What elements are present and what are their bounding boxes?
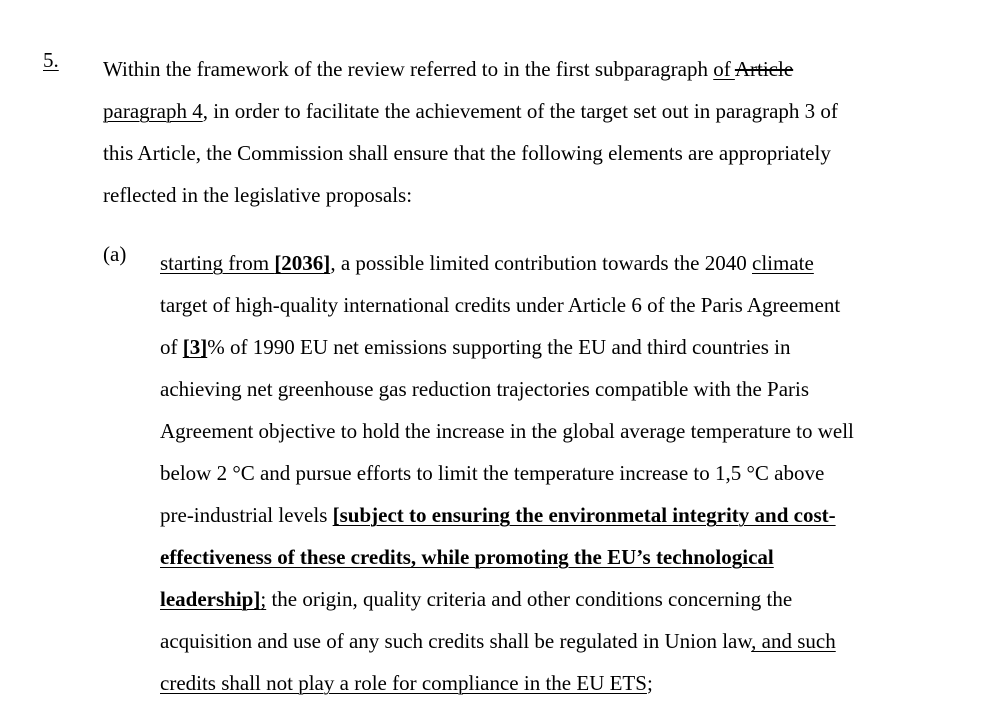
paragraph-line-1: [103, 48, 983, 90]
paragraph-text: , in order to facilitate the achievement of the target set out in paragraph 3 of: [202, 99, 838, 123]
point-line-8: [160, 536, 990, 578]
paragraph-number: 5.: [43, 48, 59, 72]
inserted-text: of: [713, 57, 735, 81]
point-line-7: [160, 494, 990, 536]
point-text: , a possible limited contribution towards the 2040: [330, 251, 753, 275]
paragraph-text: Within the framework of the review referred to in the first subparagraph: [103, 57, 714, 81]
bracketed-text: [3]: [182, 335, 208, 359]
point-text: the origin, quality criteria and other conditions concerning the: [266, 587, 793, 611]
paragraph-5: [103, 48, 983, 216]
bold-inserted-text: leadership]: [160, 587, 261, 611]
inserted-text: starting from: [160, 251, 275, 275]
point-line-9: [160, 578, 990, 620]
point-a: [160, 242, 990, 704]
paragraph-line-2: [103, 90, 983, 132]
bold-inserted-text: [subject to ensuring the environmetal integrity and cost-: [332, 503, 836, 527]
inserted-text: , and such: [751, 629, 836, 653]
paragraph-line-4: reflected in the legislative proposals:: [103, 183, 413, 207]
point-text: acquisition and use of any such credits shall be regulated in Union law: [160, 629, 752, 653]
inserted-text: paragraph 4: [103, 99, 203, 123]
point-line-3: [160, 326, 990, 368]
point-text: pre-industrial levels: [160, 503, 333, 527]
point-line-4: achieving net greenhouse gas reduction trajectories compatible with the Paris: [160, 377, 810, 401]
inserted-text: credits shall not play a role for compliance in the EU ETS: [160, 671, 647, 695]
deleted-text: Article: [734, 57, 794, 81]
paragraph-line-3: this Article, the Commission shall ensure that the following elements are appropriately: [103, 141, 831, 165]
bold-inserted-text: effectiveness of these credits, while promoting the EU’s technological: [160, 545, 774, 569]
point-line-2: target of high-quality international credits under Article 6 of the Paris Agreement: [160, 293, 841, 317]
point-line-5: Agreement objective to hold the increase in the global average temperature to well: [160, 419, 854, 443]
point-text: ;: [646, 671, 653, 695]
point-text: of: [160, 335, 183, 359]
inserted-text: climate: [752, 251, 814, 275]
point-text: % of 1990 EU net emissions supporting the EU and third countries in: [207, 335, 791, 359]
inserted-text: ;: [260, 587, 267, 611]
point-line-1: [160, 242, 990, 284]
point-line-6: below 2 °C and pursue efforts to limit the temperature increase to 1,5 °C above: [160, 461, 825, 485]
bracketed-text: [2036]: [274, 251, 331, 275]
point-line-10: [160, 620, 990, 662]
point-label: (a): [103, 242, 127, 266]
point-line-11: [160, 662, 990, 704]
